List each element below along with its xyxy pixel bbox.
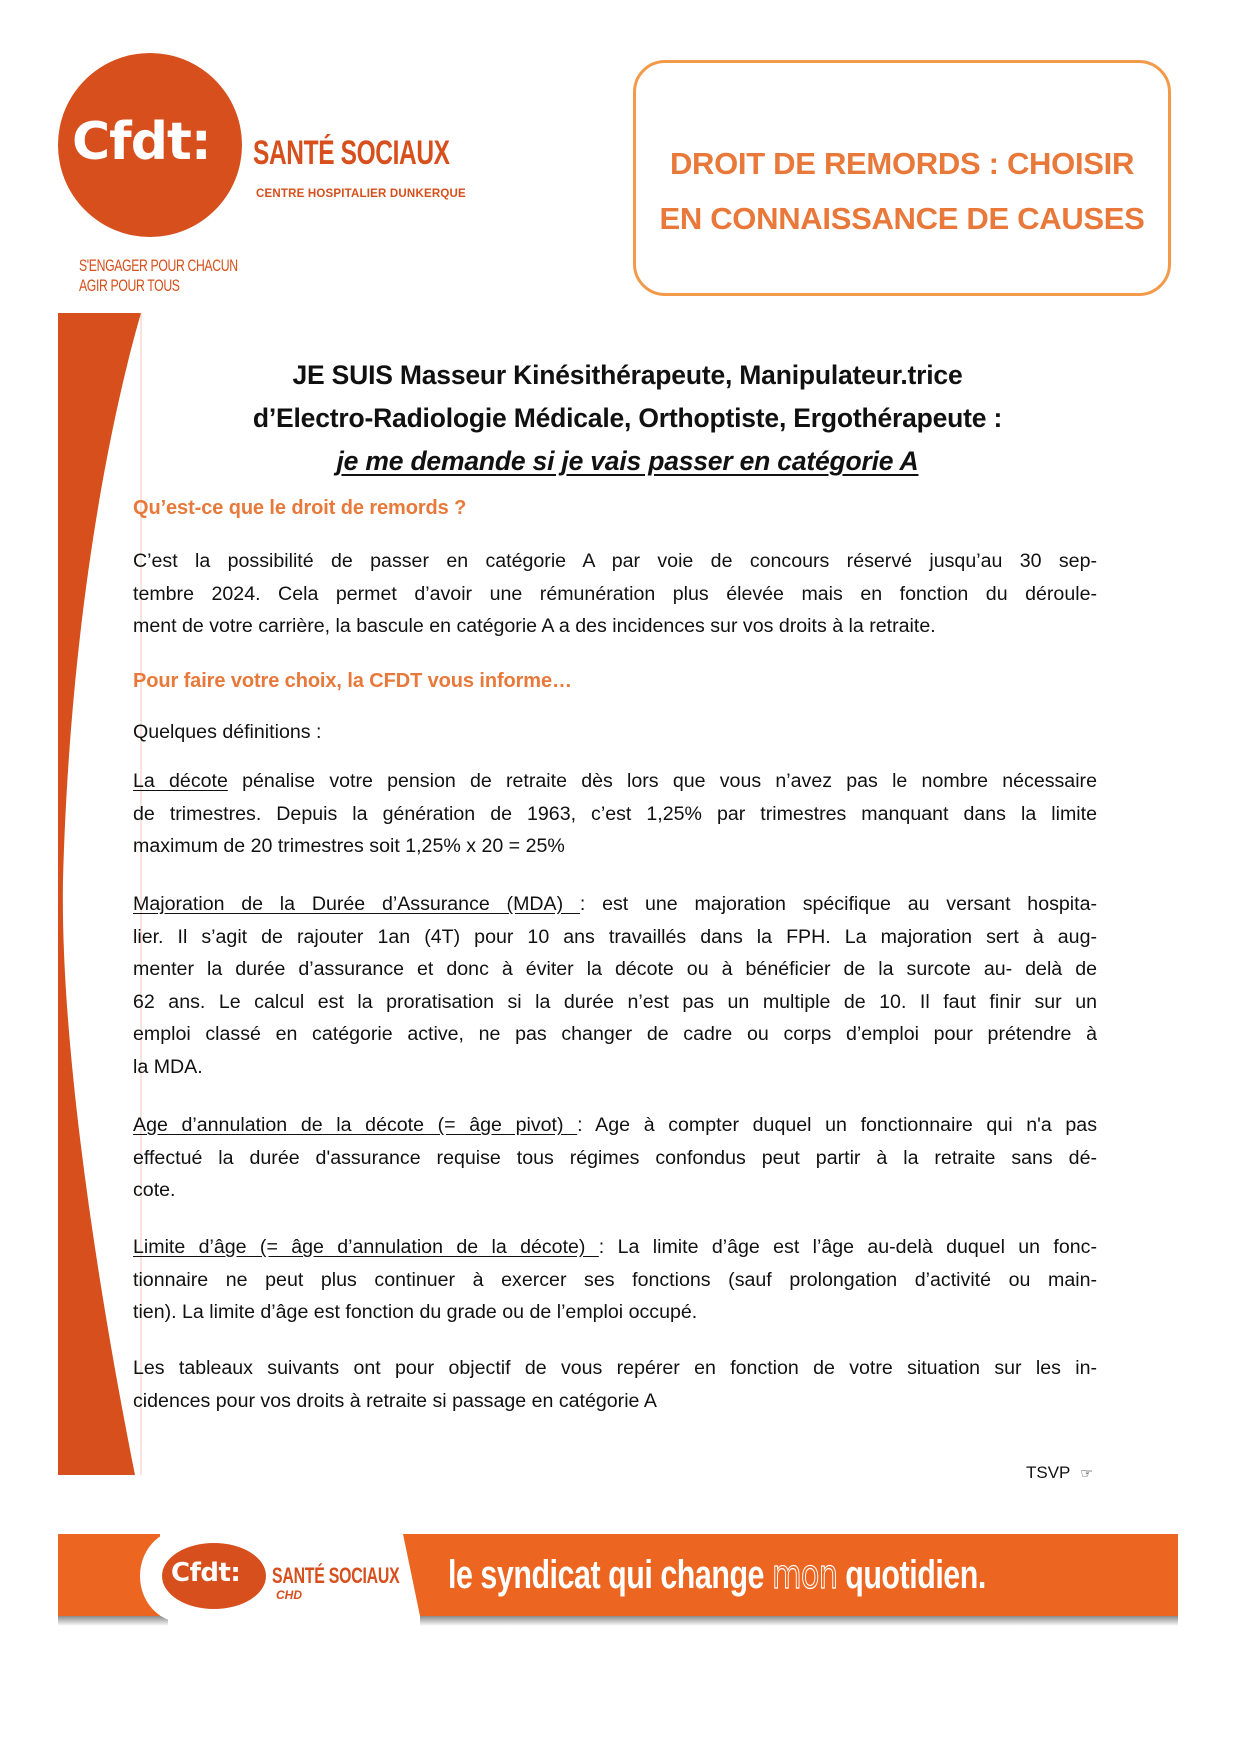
paragraph-line: emploi classé en catégorie active, ne pas changer de cadre ou corps d’emploi pour prétendre à [133, 1023, 1097, 1046]
definition-mda [133, 888, 1097, 1084]
definition-limite-age [133, 1231, 1097, 1329]
paragraph-line: Quelques définitions : [133, 721, 322, 743]
section-heading-droit-de-remords: Qu’est-ce que le droit de remords ? [133, 497, 467, 519]
logo-federation: SANTÉ SOCIAUX [253, 134, 450, 172]
document-title-line: d’Electro-Radiologie Médicale, Orthoptiste, Ergothérapeute : [252, 403, 1003, 433]
paragraph-line: maximum de 20 trimestres soit 1,25% x 20 = 25% [133, 835, 565, 858]
paragraph-line: 62 ans. Le calcul est la proratisation si la durée n’est pas un multiple de 10. Il faut finir sur un [133, 990, 1097, 1013]
paragraph-line: C’est la possibilité de passer en catégorie A par voie de concours réservé jusqu’au 30 sep- [133, 550, 1097, 572]
paragraph-line: la MDA. [133, 1055, 203, 1078]
footer-federation: SANTÉ SOCIAUX [272, 1563, 400, 1588]
footer-slogan-emphasis: mon [772, 1552, 838, 1598]
definition-term: Majoration de la Durée d’Assurance (MDA) [133, 893, 580, 915]
paragraph-line [133, 1231, 1097, 1264]
footer-slogan-after: quotidien. [837, 1553, 986, 1597]
page-turn-label: TSVP [1026, 1463, 1071, 1482]
definition-term: La décote [133, 770, 228, 792]
section-paragraph-droit-de-remords [133, 545, 1097, 643]
definition-term: Age d’annulation de la décote (= âge pivot) [133, 1114, 578, 1136]
definition-decote [133, 765, 1097, 863]
paragraph-line: tionnaire ne peut plus continuer à exercer ses fonctions (sauf prolongation d’activité ou main- [133, 1268, 1097, 1291]
paragraph-line: menter la durée d’assurance et donc à éviter la décote ou à bénéficier de la surcote au- delà de [133, 958, 1097, 981]
banner-shadow [58, 1616, 168, 1626]
paragraph-line: Les tableaux suivants ont pour objectif de vous repérer en fonction de votre situation sur les in- [133, 1357, 1097, 1379]
paragraph-line: effectué la durée d'assurance requise tous régimes confondus peut partir à la retraite sans dé- [133, 1146, 1097, 1169]
section-heading-cfdt-informe: Pour faire votre choix, la CFDT vous informe… [133, 670, 572, 692]
definition-text: : Age à compter duquel un fonctionnaire qui n'a pas [577, 1114, 1097, 1136]
logo-slogan-line: S'ENGAGER POUR CHACUN [79, 256, 238, 275]
paragraph-line: tien). La limite d’âge est fonction du grade ou de l’emploi occupé. [133, 1301, 698, 1324]
logo-slogan-line: AGIR POUR TOUS [79, 276, 180, 295]
definition-age-annulation [133, 1109, 1097, 1207]
paragraph-line: lier. Il s’agit de rajouter 1an (4T) pour 10 ans travaillés dans la FPH. La majoration sert à aug- [133, 925, 1097, 948]
title-box-line: DROIT DE REMORDS : CHOISIR [669, 146, 1135, 181]
definition-term: Limite d’âge (= âge d’annulation de la décote) [133, 1236, 599, 1258]
paragraph-line: cote. [133, 1179, 176, 1202]
closing-paragraph [133, 1352, 1097, 1417]
footer-slogan-before: le syndicat qui change [448, 1553, 773, 1597]
title-box-heading [636, 136, 1168, 246]
logo-establishment: CENTRE HOSPITALIER DUNKERQUE [256, 188, 466, 200]
definition-text: pénalise votre pension de retraite dès lors que vous n’avez pas le nombre nécessaire [227, 770, 1097, 792]
definitions-intro [133, 716, 1097, 749]
title-box-line: EN CONNAISSANCE DE CAUSES [659, 201, 1145, 236]
title-box [633, 60, 1171, 296]
paragraph-line: tembre 2024. Cela permet d’avoir une rémunération plus élevée mais en fonction du déroule- [133, 582, 1097, 605]
document-title-line: JE SUIS Masseur Kinésithérapeute, Manipulateur.trice [292, 360, 963, 390]
paragraph-line: de trimestres. Depuis la génération de 1963, c’est 1,25% par trimestres manquant dans la limite [133, 802, 1097, 825]
pointing-hand-icon: ☞ [1080, 1466, 1093, 1482]
paragraph-line: cidences pour vos droits à retraite si passage en catégorie A [133, 1389, 657, 1412]
footer-slogan [448, 1552, 986, 1598]
footer-establishment: CHD [276, 1588, 302, 1602]
document-subtitle: je me demande si je vais passer en catégorie A [336, 446, 919, 476]
banner-shadow [420, 1616, 1178, 1626]
definition-text: : est une majoration spécifique au versant hospita- [579, 893, 1097, 915]
paragraph-line [133, 888, 1097, 921]
page-turn-note [1026, 1463, 1093, 1483]
wedge-shape [58, 313, 141, 1475]
document-title [180, 354, 1075, 483]
footer-banner [58, 1534, 1178, 1620]
paragraph-line [133, 1109, 1097, 1142]
paragraph-line [133, 765, 1097, 798]
definition-text: : La limite d’âge est l’âge au-delà duquel un fonc- [598, 1236, 1097, 1258]
footer-logo-mark: Cfdt: [171, 1558, 241, 1588]
logo-mark: Cfdt: [72, 112, 211, 172]
logo-slogan [79, 256, 238, 296]
paragraph-line: ment de votre carrière, la bascule en catégorie A a des incidences sur vos droits à la retraite. [133, 615, 936, 638]
